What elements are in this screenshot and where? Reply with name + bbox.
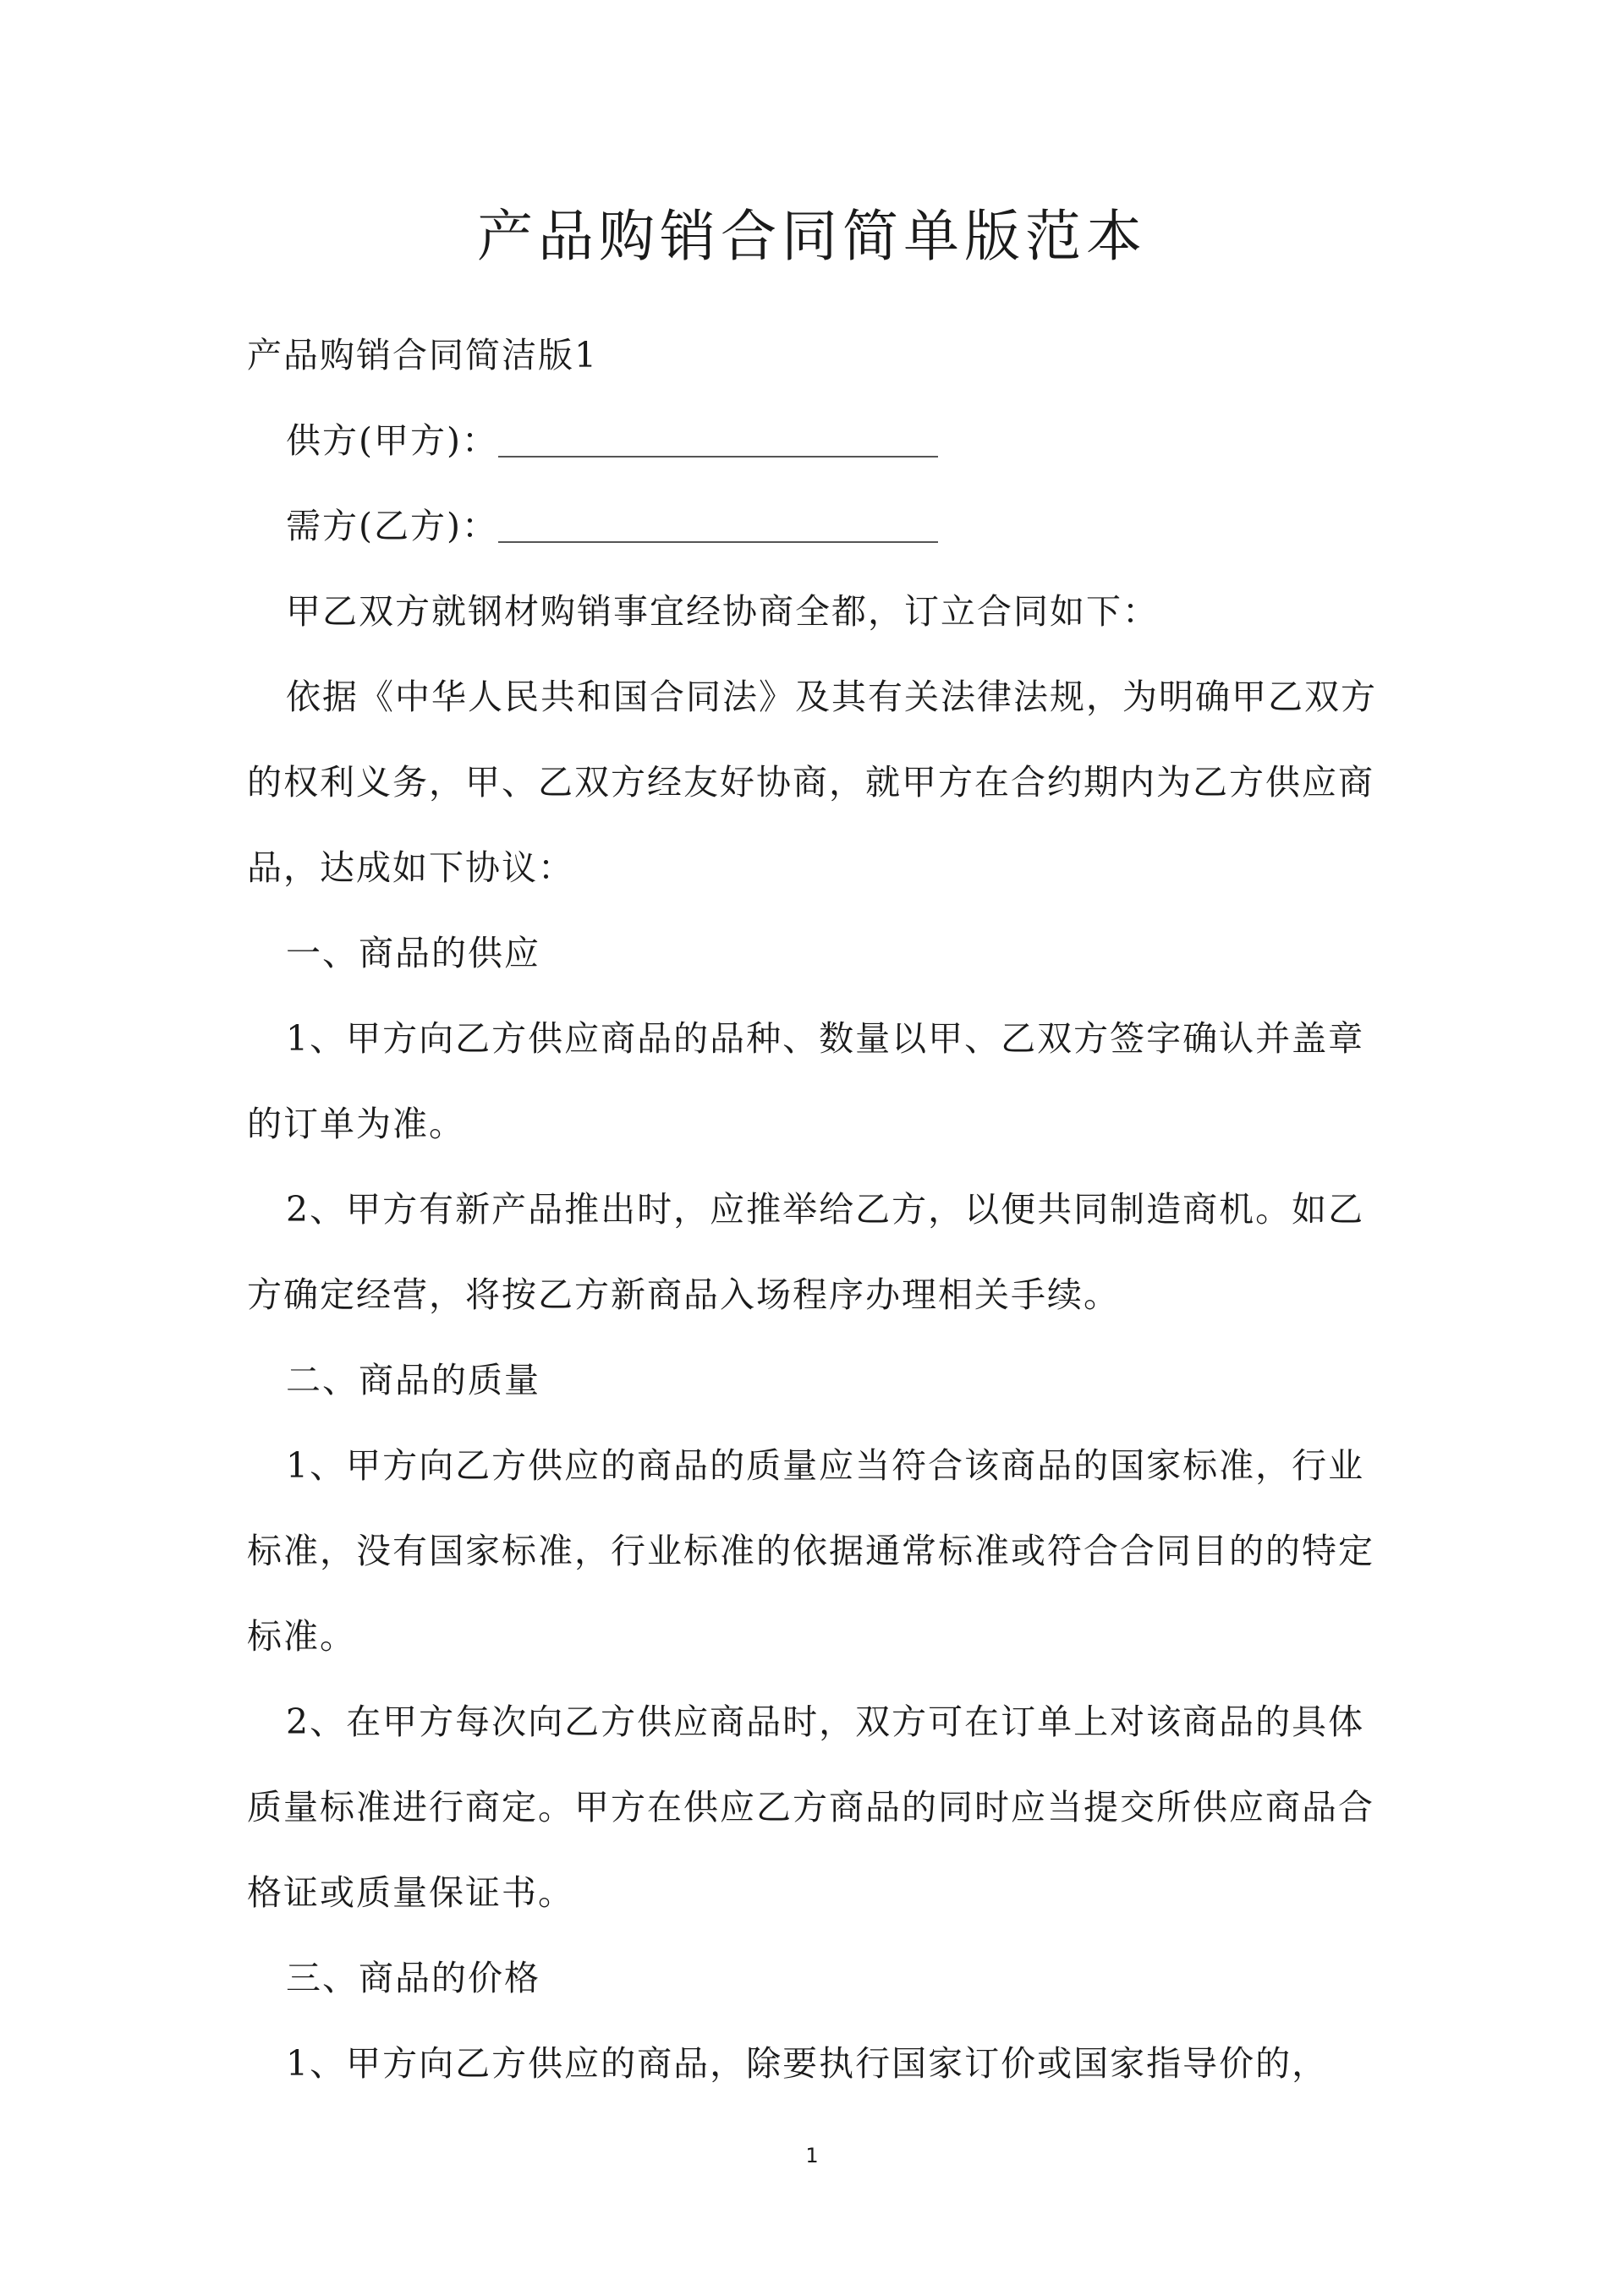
supplier-line [247, 398, 1385, 484]
buyer-blank-line [498, 507, 938, 543]
paragraph-legal-basis: 依据《中华人民共和国合同法》及其有关法律法规，为明确甲乙双方的权利义务，甲、乙双方经友好协商，就甲方在合约期内为乙方供应商品，达成如下协议： [247, 677, 1377, 888]
document-body [247, 313, 1385, 2107]
section-heading-supply: 一、商品的供应 [286, 933, 540, 973]
section-heading-price: 三、商品的价格 [286, 1958, 540, 1998]
buyer-label: 需方(乙方)： [286, 506, 498, 546]
document-title: 产品购销合同简单版范本 [477, 204, 1147, 269]
clause-supply-2: 2、甲方有新产品推出时，应推举给乙方，以便共同制造商机。如乙方确定经营，将按乙方新商品入场程序办理相关手续。 [247, 1189, 1365, 1315]
buyer-line [247, 484, 1385, 569]
clause-price-1: 1、甲方向乙方供应的商品，除要执行国家订价或国家指导价的， [286, 2043, 1329, 2084]
section-heading-quality: 二、商品的质量 [286, 1360, 540, 1400]
clause-quality-2: 2、在甲方每次向乙方供应商品时，双方可在订单上对该商品的具体质量标准进行商定。甲方在供应乙方商品的同时应当提交所供应商品合格证或质量保证书。 [247, 1701, 1374, 1913]
supplier-blank-line [498, 422, 938, 458]
clause-quality-1: 1、甲方向乙方供应的商品的质量应当符合该商品的国家标准，行业标准，没有国家标准，行业标准的依据通常标准或符合合同目的的特定标准。 [247, 1445, 1374, 1657]
page-number: 1 [805, 2144, 819, 2167]
clause-supply-1: 1、甲方向乙方供应商品的品种、数量以甲、乙双方签字确认并盖章的订单为准。 [247, 1018, 1365, 1144]
paragraph-intro: 甲乙双方就钢材购销事宜经协商全都，订立合同如下： [286, 591, 1159, 632]
contract-subtitle: 产品购销合同简洁版1 [247, 335, 599, 375]
supplier-label: 供方(甲方)： [286, 420, 498, 461]
